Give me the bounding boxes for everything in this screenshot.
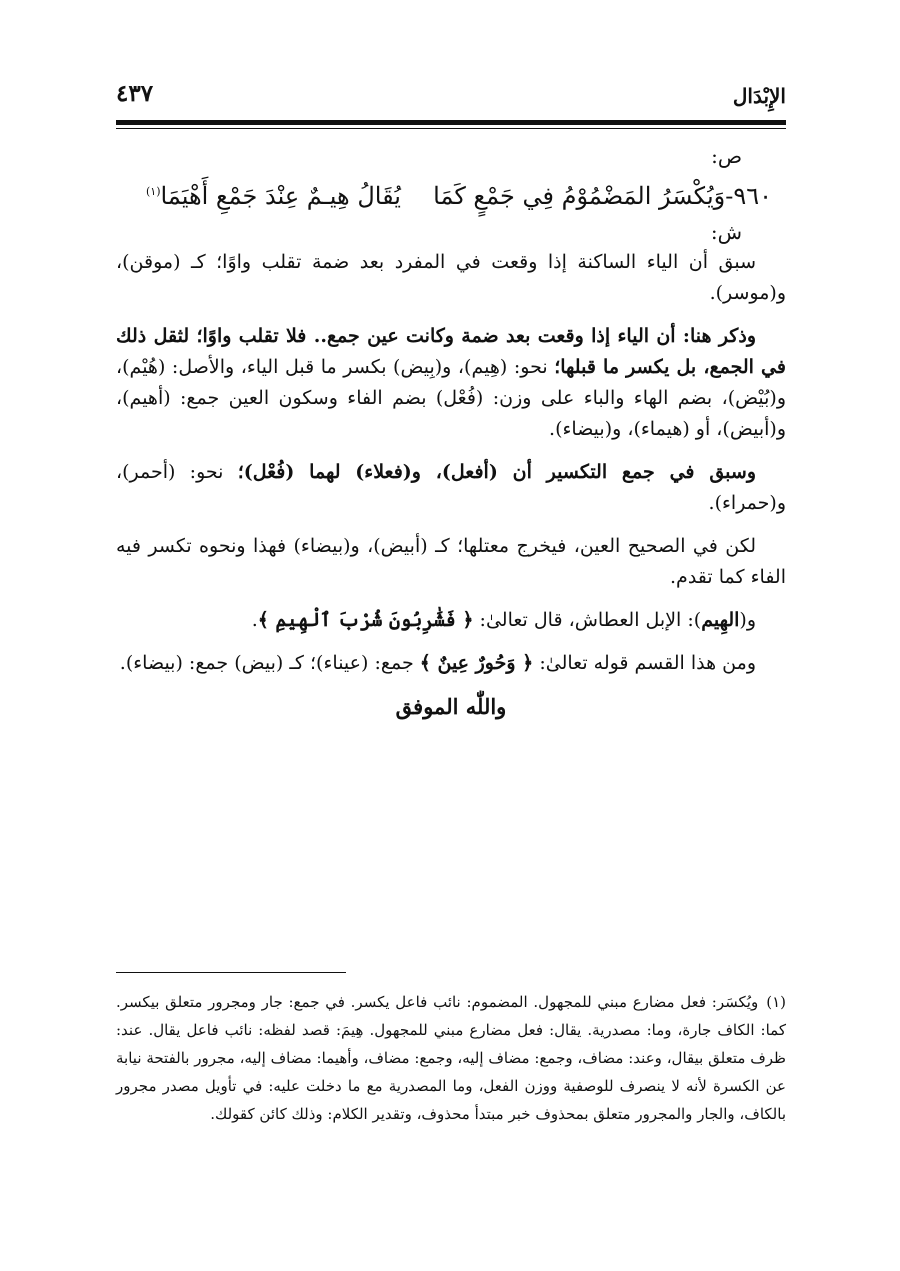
book-page — [116, 70, 786, 1123]
paragraph-5-term: الهِيم — [701, 609, 740, 631]
footnote-text: ويُكسَر: فعل مضارع مبني للمجهول. المضموم: نائب فاعل يكسر. في جمع: جار ومجرور متعلق بيكسر. كما: الكاف جارة، وما: مصدرية. يقال: فعل مضارع مبني للمجهول. هِيمَ: قصد لفظه: نائب فاعل يقال. عند: ظرف متعلق بيقال، وعند: مضاف، وجمع: مضاف إليه، وجمع: مضاف، وأهيما: مضاف إليه، مجرور بالفتحة نيابة عن الكسرة لأنه لا ينصرف للوصفية ووزن الفعل، وما المصدرية مع ما دخلت عليه: في تأويل مصدر مجرور بالكاف، والجار والمجرور متعلق بمحذوف خبر مبتدأ محذوف، وتقدير الكلام: وذلك كائن كقولك. — [116, 993, 786, 1123]
header-rule-thin — [116, 128, 786, 129]
paragraph-2-rest: نحو: (هِيم)، و(بِيض) بكسر ما قبل الياء، والأصل: (هُيْم)، و(بُيْض)، بضم الهاء والباء على وزن: (فُعْل) بضم الفاء وسكون العين جمع: (أهيم)، و(أبيض)، أو (هيماء)، و(بيضاء). — [116, 356, 786, 440]
main-text — [116, 141, 786, 722]
paragraph-2-bold: وذكر هنا: أن الياء إذا وقعت بعد ضمة وكانت عين جمع.. فلا تقلب واوًا؛ لثقل ذلك في الجمع، بل يكسر ما قبلها؛ — [116, 325, 786, 378]
footnote — [116, 988, 786, 1128]
quran-quote-2: ﴿ وَحُورٌ عِينٌ ﴾ — [419, 652, 534, 674]
page-number: ٤٣٧ — [116, 80, 154, 107]
paragraph-3-bold: وسبق في جمع التكسير أن (أفعل)، و(فعلاء) لهما (فُعْل)؛ — [237, 461, 756, 483]
paragraph-5-start: و( — [739, 609, 756, 631]
footnote-marker[interactable]: (١) — [146, 185, 161, 198]
quran-quote-1: ﴿ فَشَٰرِبُونَ شُرْبَ ٱلْهِيمِ ﴾ — [257, 609, 474, 631]
header-rule-thick — [116, 120, 786, 125]
paragraph-6-start: ومن هذا القسم قوله تعالىٰ: — [533, 652, 756, 674]
footnote-number: (١) — [766, 993, 786, 1011]
paragraph-3 — [116, 457, 786, 519]
verse-first-hemistich: ٩٦٠-وَيُكْسَرُ المَضْمُوْمُ فِي جَمْعٍ كَمَا — [433, 182, 772, 210]
footnote-rule — [116, 972, 346, 973]
paragraph-6-end: جمع: (عيناء)؛ كـ (بيض) جمع: (بيضاء). — [119, 652, 420, 674]
paragraph-4: لكن في الصحيح العين، فيخرج معتلها؛ كـ (أبيض)، و(بيضاء) فهذا ونحوه تكسر فيه الفاء كما تقدم. — [116, 535, 786, 588]
sad-label: ص: — [711, 144, 742, 168]
poem-verse — [116, 171, 786, 217]
verse-second-text: يُقَالُ هِيـمٌ عِنْدَ جَمْعِ أَهْيَمَا — [160, 182, 401, 210]
verse-second-hemistich — [146, 171, 401, 217]
paragraph-3-rest: نحو: (أحمر)، و(حمراء). — [116, 461, 786, 514]
page-header — [116, 70, 786, 118]
running-title: الإِبْدَال — [732, 84, 786, 108]
paragraph-1: سبق أن الياء الساكنة إذا وقعت في المفرد بعد ضمة تقلب واوًا؛ كـ (موقن)، و(موسر). — [116, 251, 786, 304]
closing-phrase: واللّٰه الموفق — [395, 694, 507, 719]
paragraph-5 — [116, 605, 786, 636]
paragraph-5-mid: ): الإبل العطاش، قال تعالىٰ: — [473, 609, 702, 631]
paragraph-2 — [116, 321, 786, 445]
shin-label: ش: — [710, 220, 742, 244]
paragraph-5-end: . — [251, 609, 258, 631]
paragraph-6 — [116, 648, 786, 679]
